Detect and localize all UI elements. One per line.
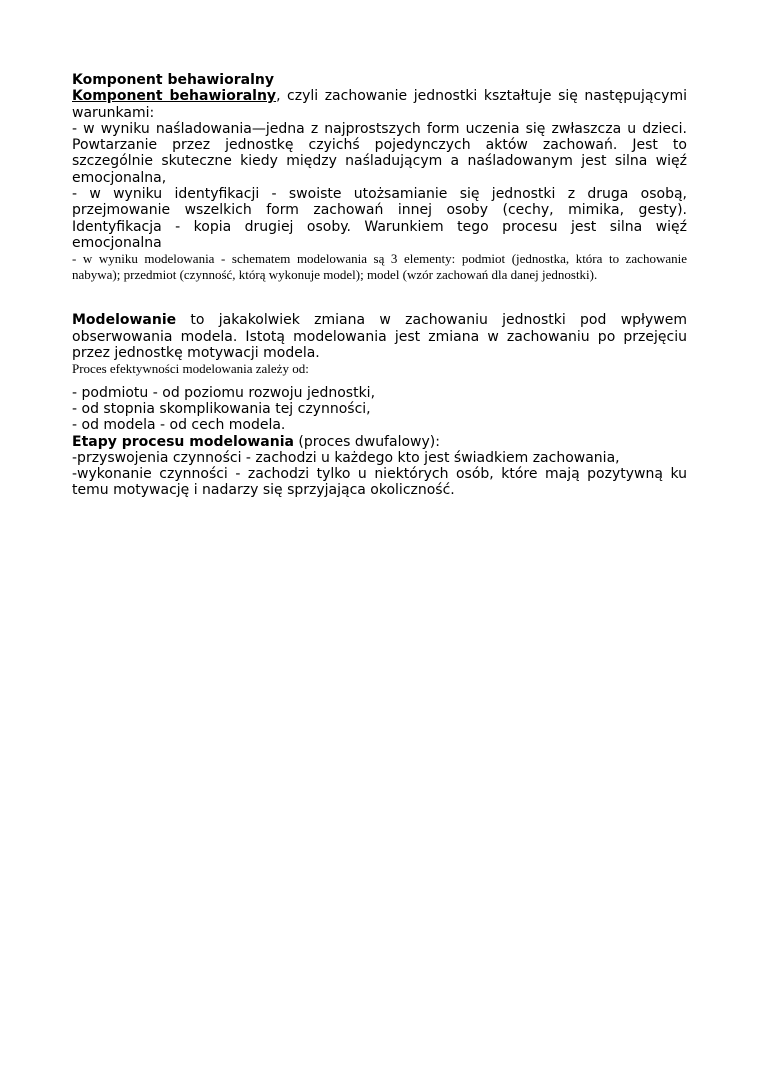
modeling-term: Modelowanie xyxy=(72,312,177,329)
section-title xyxy=(72,72,687,88)
dependency-item: - podmiotu - od poziomu rozwoju jednostki, xyxy=(72,384,376,401)
dependency-item: - od modela - od cech modela. xyxy=(72,417,286,434)
list-gap xyxy=(72,377,687,385)
section-title-text: Komponent behawioralny xyxy=(72,72,274,88)
behavioral-intro-paragraph xyxy=(72,88,687,121)
stages-heading-text: (proces dwufalowy): xyxy=(293,433,440,450)
section-spacer xyxy=(72,282,687,312)
behavioral-term: Komponent behawioralny xyxy=(72,88,277,105)
effectiveness-intro: Proces efektywności modelowania zależy od: xyxy=(72,361,309,377)
behavioral-intro-text: , czyli zachowanie jednostki kształtuje się następującymi warunkami: xyxy=(72,88,687,121)
imitation-paragraph: - w wyniku naśladowania—jedna z najprostszych form uczenia się zwłaszcza u dzieci. Powtarzanie przez jednostkę czyichś pojedynczych aktów zachowań. Jest to szczególnie skuteczne kiedy między naśladującym a naśladowanym jest silna więź emocjonalna, xyxy=(72,120,687,186)
stage-item: -wykonanie czynności - zachodzi tylko u niektórych osób, które mają pozytywną ku temu motywację i nadarzy się sprzyjająca okoliczność. xyxy=(72,466,687,499)
modeling-definition-text: to jakakolwiek zmiana w zachowaniu jednostki pod wpływem obserwowania modela. Istotą modelowania jest zmiana w zachowaniu po przejęciu przez jednostkę motywacji modela. xyxy=(72,312,687,361)
document-page xyxy=(72,72,687,499)
identification-paragraph: - w wyniku identyfikacji - swoiste utożsamianie się jednostki z druga osobą, przejmowanie wszelkich form zachowań innej osoby (cechy, mimika, gesty). Identyfikacja - kopia drugiej osoby. Warunkiem tego procesu jest silna więź emocjonalna xyxy=(72,186,687,251)
stages-term: Etapy procesu modelowania xyxy=(72,433,294,450)
stages-heading xyxy=(72,434,687,450)
modeling-schema-paragraph: - w wyniku modelowania - schematem modelowania są 3 elementy: podmiot (jednostka, która to zachowanie nabywa); przedmiot (czynność, którą wykonuje model); model (wzór zachowań dla danej jednostki). xyxy=(72,251,687,282)
dependency-item: - od stopnia skomplikowania tej czynności, xyxy=(72,400,371,417)
modeling-definition-paragraph xyxy=(72,312,687,361)
stage-item: -przyswojenia czynności - zachodzi u każdego kto jest świadkiem zachowania, xyxy=(72,449,620,466)
